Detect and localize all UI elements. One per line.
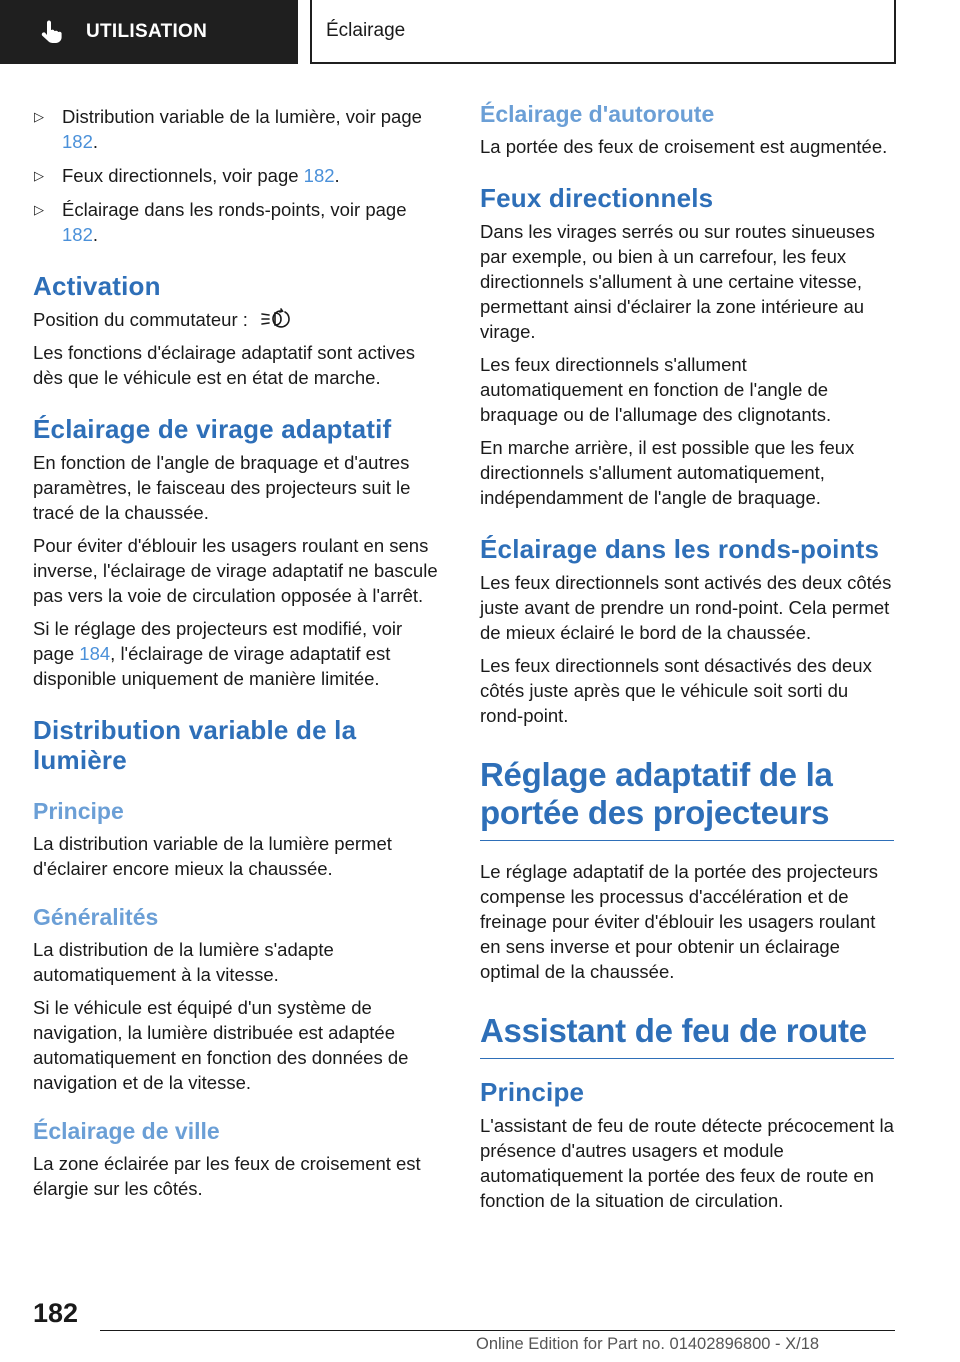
right-column <box>480 100 894 1221</box>
paragraph: En marche arrière, il est possible que les feux directionnels s'allument automatiquement, indépendamment de l'angle de braquage. <box>480 437 855 508</box>
header-chapter-title: Éclairage <box>326 20 406 41</box>
section-heading-principe: Principe <box>480 1077 585 1107</box>
triangle-bullet-icon: ▷ <box>34 109 44 124</box>
paragraph: Si le réglage des projecteurs est modifié, voir page 184, l'éclairage de virage adaptatif est disponible uniquement de manière limitée. <box>33 618 403 689</box>
section-heading-distribution: Distribution variable de la lumière <box>33 715 357 775</box>
left-column <box>33 100 445 1209</box>
subheading-generalites: Généralités <box>33 904 159 930</box>
list-item: ▷ Feux directionnels, voir page 182. <box>34 165 340 186</box>
chapter-heading-reglage: Réglage adaptatif de la portée des projecteurs <box>480 756 894 841</box>
list-item: ▷ Distribution variable de la lumière, voir page 182. <box>34 106 422 152</box>
paragraph: En fonction de l'angle de braquage et d'autres paramètres, le faisceau des projecteurs suit le tracé de la chaussée. <box>33 452 411 523</box>
section-heading-ronds-points: Éclairage dans les ronds-points <box>480 534 880 564</box>
paragraph: La distribution de la lumière s'adapte automatiquement à la vitesse. <box>33 939 334 985</box>
automatic-headlight-icon <box>259 308 293 330</box>
triangle-bullet-icon: ▷ <box>34 168 44 183</box>
section-heading-directionnels: Feux directionnels <box>480 183 714 213</box>
header-chapter-tab <box>310 0 896 64</box>
header-section-title: UTILISATION <box>86 21 208 42</box>
triangle-bullet-icon: ▷ <box>34 202 44 217</box>
section-heading-activation: Activation <box>33 271 161 301</box>
list-item: ▷ Éclairage dans les ronds-points, voir page 182. <box>34 199 407 245</box>
paragraph: Les feux directionnels sont activés des deux côtés juste avant de prendre un rond-point. Cela permet de mieux éclairé le bord de la chaussée. <box>480 572 892 643</box>
paragraph: Dans les virages serrés ou sur routes sinueuses par exemple, ou bien à un carrefour, les feux directionnels s'allument à une certaine vitesse, permettant ainsi d'éclairer la zone intérieure au virage. <box>480 221 875 342</box>
paragraph: La zone éclairée par les feux de croisement est élargie sur les côtés. <box>33 1153 421 1199</box>
header-section-tab <box>0 0 298 64</box>
edition-footer: Online Edition for Part no. 01402896800 - X/18 <box>476 1335 820 1353</box>
paragraph: L'assistant de feu de route détecte précocement la présence d'autres usagers et module automatiquement la portée des feux de route en fonction de la situation de circulation. <box>480 1115 894 1211</box>
page-link[interactable]: 182 <box>62 131 93 152</box>
paragraph: Pour éviter d'éblouir les usagers roulant en sens inverse, l'éclairage de virage adaptatif ne bascule pas vers la voie de circulation opposée à l'arrêt. <box>33 535 438 606</box>
paragraph: Le réglage adaptatif de la portée des projecteurs compense les processus d'accélération et de freinage pour éviter d'éblouir les usagers roulant en sens inverse et pour obtenir un éclairage optimal de la chaussée. <box>480 861 879 982</box>
hand-pointer-icon <box>38 19 64 45</box>
paragraph: Si le véhicule est équipé d'un système de navigation, la lumière distribuée est adaptée automatiquement en fonction des données de navigation et de la vitesse. <box>33 997 409 1093</box>
paragraph: La distribution variable de la lumière permet d'éclairer encore mieux la chaussée. <box>33 833 392 879</box>
subheading-ville: Éclairage de ville <box>33 1118 220 1144</box>
paragraph: Les feux directionnels sont désactivés des deux côtés juste après que le véhicule soit sorti du rond-point. <box>480 655 872 726</box>
subheading-principe: Principe <box>33 798 124 824</box>
section-heading-virage: Éclairage de virage adaptatif <box>33 414 392 444</box>
page-link[interactable]: 182 <box>303 165 335 186</box>
paragraph: Les feux directionnels s'allument automatiquement en fonction de l'angle de braquage ou de l'allumage des clignotants. <box>480 354 832 425</box>
page-number: 182 <box>33 1298 79 1328</box>
cross-reference-list <box>33 104 445 247</box>
paragraph: Les fonctions d'éclairage adaptatif sont actives dès que le véhicule est en état de marche. <box>33 342 415 388</box>
page-link[interactable]: 182 <box>62 224 93 245</box>
chapter-heading-assistant: Assistant de feu de route <box>480 1012 894 1059</box>
paragraph: La portée des feux de croisement est augmentée. <box>480 136 888 157</box>
page-link[interactable]: 184 <box>79 643 111 664</box>
footer-divider <box>100 1330 895 1331</box>
subheading-autoroute: Éclairage d'autoroute <box>480 101 715 127</box>
paragraph: Position du commutateur : <box>33 307 445 332</box>
